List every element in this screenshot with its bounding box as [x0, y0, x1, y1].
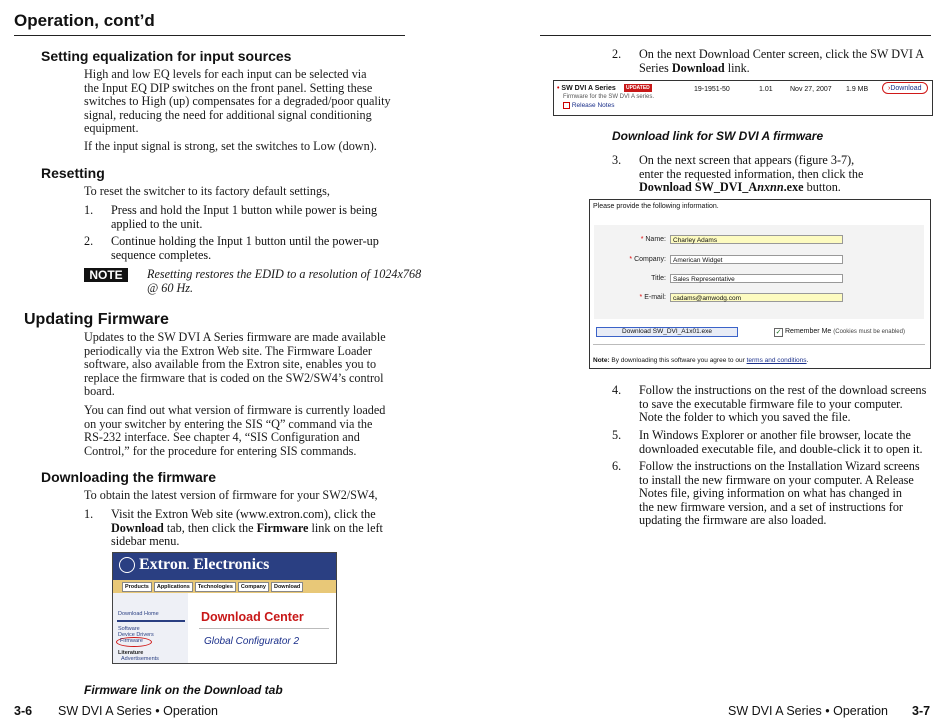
- title-field[interactable]: Sales Representative: [670, 274, 843, 283]
- caption-firmware-link: Firmware link on the Download tab: [84, 683, 283, 697]
- caption-download-link: Download link for SW DVI A firmware: [612, 129, 824, 143]
- right-step-6: 6. Follow the instructions on the Installation Wizard screens to install the new firmware on your computer. A Release Notes file, giving information on what has changed in the new firmware version, and a set of instructions for updating the firmware are also loaded.: [612, 459, 920, 528]
- reset-step-2: 2. Continue holding the Input 1 button until the power-up sequence completes.: [84, 234, 379, 262]
- release-date: Nov 27, 2007: [790, 86, 832, 93]
- download-row-screenshot: [553, 80, 933, 116]
- heading-downloading: Downloading the firmware: [41, 469, 217, 485]
- footer-page-number-left: 3-6: [14, 704, 33, 718]
- right-step-4: 4. Follow the instructions on the rest of the download screens to save the executable firmware file to your computer. Note the folder to which you saved the file.: [612, 383, 927, 425]
- updated-badge: UPDATED: [626, 85, 650, 91]
- tab-technologies[interactable]: Technologies: [195, 582, 236, 592]
- tab-company[interactable]: Company: [238, 582, 269, 592]
- fw-paragraph-2: You can find out what version of firmware is currently loaded on your switcher by entering the SIS “Q” command via the RS-232 interface. See chapter 4, “SIS Configuration and Control,” for the procedure for entering SIS commands.: [84, 403, 386, 458]
- note-text: Resetting restores the EDID to a resolution of 1024x768 @ 60 Hz.: [147, 267, 422, 295]
- sidebar-firmware[interactable]: Firmware: [120, 638, 143, 644]
- download-center-title: Download Center: [201, 610, 304, 624]
- product-description: Firmware for the SW DVI A series.: [563, 94, 655, 100]
- name-field[interactable]: Charley Adams: [670, 235, 843, 244]
- company-field[interactable]: American Widget: [670, 255, 843, 264]
- right-step-5: 5. In Windows Explorer or another file browser, locate the downloaded executable file, and double-click it to open it.: [612, 428, 923, 456]
- download-step-1: 1. Visit the Extron Web site (www.extron.com), click the Download tab, then click the Firmware link on the left sidebar menu.: [84, 507, 383, 549]
- remember-me-label: Remember Me (Cookies must be enabled): [785, 328, 905, 335]
- sidebar-advertisements[interactable]: Advertisements: [121, 656, 159, 662]
- sidebar-device-drivers[interactable]: Device Drivers: [118, 632, 154, 638]
- eq-paragraph-1: High and low EQ levels for each input can be selected via the Input EQ DIP switches on the front panel. Setting these switches to High (up) compensates for a degraded/poor quality signal, reducing the need for additional signal conditioning equipment.: [84, 67, 391, 136]
- reset-intro: To reset the switcher to its factory default settings,: [84, 184, 330, 198]
- release-notes-link[interactable]: Release Notes: [563, 102, 614, 109]
- extron-tabs: [122, 582, 303, 592]
- part-number: 19-1951-50: [694, 86, 730, 93]
- extron-screenshot: [112, 552, 337, 664]
- heading-updating-firmware: Updating Firmware: [24, 311, 169, 328]
- download-exe-button[interactable]: Download SW_DVI_A1x01.exe: [596, 327, 738, 337]
- download-form-screenshot: Please provide the following information. * Name: Charley Adams * Company: American Widget Title: Sales Representative * E-mail: cadams@amwodg.com Download SW_DVI_A1x01.exe ✓ Remember Me (Cookies must be enabled) Note: By downloading this software you agree to our terms and conditions.: [589, 199, 931, 369]
- tab-download[interactable]: Download: [271, 582, 303, 592]
- heading-resetting: Resetting: [41, 165, 105, 181]
- remember-me-checkbox[interactable]: ✓: [775, 328, 782, 336]
- heading-equalization: Setting equalization for input sources: [41, 48, 292, 64]
- page-header: Operation, cont’d: [14, 11, 155, 30]
- footer-page-number-right: 3-7: [912, 704, 931, 718]
- title-divider: [199, 628, 329, 629]
- extron-logo-icon: [119, 557, 135, 573]
- right-step-3: 3. On the next screen that appears (figure 3-7), enter the requested information, then click the Download SW_DVI_Anxnn.exe button.: [612, 153, 864, 195]
- global-configurator-link[interactable]: Global Configurator 2: [204, 636, 300, 647]
- tab-applications[interactable]: Applications: [154, 582, 193, 592]
- header-rule-right: [540, 35, 931, 36]
- fw-paragraph-1: Updates to the SW DVI A Series firmware are made available periodically via the Extron Web site. The Firmware Loader software, also available from the Extron site, enables you to replace the firmware that is coded on the SW2/SW4’s control board.: [84, 330, 386, 399]
- terms-link[interactable]: terms and conditions: [746, 357, 807, 364]
- sidebar-divider: [117, 620, 185, 622]
- tab-products[interactable]: Products: [122, 582, 152, 592]
- note-badge: NOTE: [84, 268, 128, 282]
- pdf-icon: [563, 102, 570, 109]
- file-size: 1.9 MB: [846, 86, 869, 93]
- reset-step-1: 1. Press and hold the Input 1 button while power is being applied to the unit.: [84, 203, 378, 231]
- version: 1.01: [759, 86, 773, 93]
- form-divider: [593, 344, 925, 345]
- sidebar-software[interactable]: Software: [118, 626, 140, 632]
- eq-paragraph-2: If the input signal is strong, set the switches to Low (down).: [84, 139, 377, 153]
- header-rule: [14, 35, 405, 36]
- extron-brand: Extron. Electronics: [139, 556, 270, 573]
- product-name: • SW DVI A Series: [557, 85, 616, 92]
- download-intro: To obtain the latest version of firmware for your SW2/SW4,: [84, 488, 378, 502]
- email-field[interactable]: cadams@amwodg.com: [670, 293, 843, 302]
- sidebar-literature[interactable]: Literature: [118, 650, 144, 656]
- footer-title-left: SW DVI A Series • Operation: [58, 704, 218, 718]
- form-header: Please provide the following information.: [593, 203, 719, 210]
- footer-title-right: SW DVI A Series • Operation: [728, 704, 888, 718]
- terms-note: Note: By downloading this software you agree to our terms and conditions.: [593, 357, 809, 364]
- download-link[interactable]: ›Download: [888, 85, 922, 92]
- sidebar-download-home[interactable]: Download Home: [118, 611, 159, 617]
- right-step-2: 2. On the next Download Center screen, click the SW DVI A Series Download link.: [612, 47, 925, 75]
